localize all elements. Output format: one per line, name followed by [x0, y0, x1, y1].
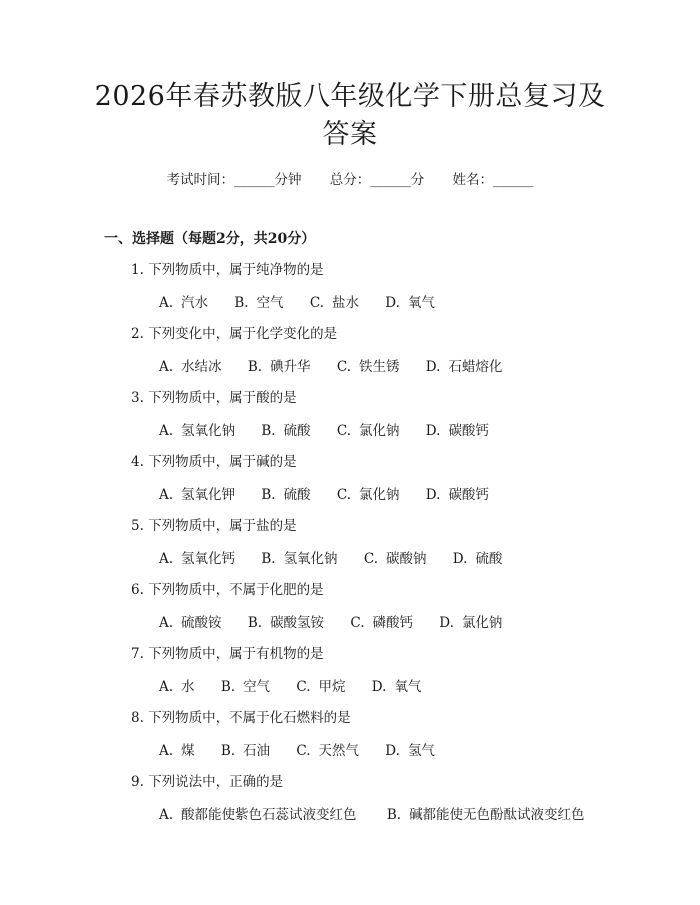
- option-text: 碳酸钙: [448, 423, 489, 439]
- option-letter: A.: [159, 359, 174, 375]
- option-letter: D.: [385, 743, 400, 759]
- option: [234, 291, 283, 311]
- question-item: [0, 770, 700, 834]
- question-stem: [131, 514, 297, 534]
- option-letter: A.: [159, 743, 174, 759]
- option-letter: A.: [159, 807, 174, 823]
- option-text: 空气: [243, 679, 271, 695]
- question-item: [0, 578, 700, 642]
- option: [159, 739, 195, 759]
- option-text: 氧气: [407, 295, 435, 311]
- option-letter: A.: [159, 551, 174, 567]
- option-text: 氢氧化钙: [181, 551, 236, 567]
- option: [159, 547, 235, 567]
- option: [364, 547, 427, 567]
- option-text: 氢氧化钠: [181, 423, 236, 439]
- option-letter: D.: [452, 551, 468, 567]
- option-text: 硫酸: [283, 487, 311, 503]
- option-text: 甲烷: [318, 679, 346, 695]
- option: [221, 739, 270, 759]
- option: [159, 803, 357, 823]
- question-list: [0, 258, 700, 834]
- question-item: [0, 322, 700, 386]
- option-text: 铁生锈: [359, 359, 400, 375]
- option: [337, 355, 400, 375]
- question-number: 7.: [131, 646, 144, 662]
- question-text: 下列说法中，正确的是: [148, 774, 284, 790]
- option-letter: B.: [261, 551, 276, 567]
- question-text: 下列变化中，属于化学变化的是: [148, 326, 338, 342]
- option-letter: A.: [159, 423, 174, 439]
- question-number: 2.: [131, 326, 144, 342]
- exam-info-line: [0, 168, 700, 188]
- option-letter: D.: [425, 487, 441, 503]
- option: [426, 419, 489, 439]
- question-item: [0, 450, 700, 514]
- option: [385, 739, 435, 759]
- total-score-field: 总分：______分: [329, 172, 425, 188]
- option: [350, 611, 413, 631]
- question-item: [0, 706, 700, 770]
- option: [261, 483, 310, 503]
- section-heading-choice: 一、选择题（每题2分，共20分）: [104, 231, 316, 247]
- option-letter: D.: [371, 679, 387, 695]
- option: [159, 355, 222, 375]
- option-text: 汽水: [181, 295, 209, 311]
- option: [248, 355, 311, 375]
- option-text: 氢气: [407, 743, 435, 759]
- option-letter: B.: [247, 359, 263, 375]
- option-letter: D.: [425, 359, 441, 375]
- question-options: [159, 675, 443, 695]
- option: [159, 675, 195, 695]
- question-stem: [131, 642, 324, 662]
- question-stem: [131, 450, 297, 470]
- question-text: 下列物质中，属于有机物的是: [148, 646, 324, 662]
- question-stem: [131, 322, 337, 342]
- option-letter: C.: [363, 551, 378, 567]
- option-text: 氯化钠: [461, 615, 503, 631]
- option-letter: B.: [234, 295, 249, 311]
- option-text: 酸都能使紫色石蕊试液变红色: [181, 807, 357, 823]
- option: [385, 291, 435, 311]
- question-text: 下列物质中，属于盐的是: [148, 518, 297, 534]
- question-item: [0, 514, 700, 578]
- question-text: 下列物质中，属于碱的是: [148, 454, 297, 470]
- option-text: 碱都能使无色酚酞试液变红色: [409, 807, 585, 823]
- question-text: 下列物质中，不属于化肥的是: [148, 582, 324, 598]
- option-text: 天然气: [318, 743, 359, 759]
- option-letter: A.: [159, 615, 174, 631]
- option-letter: D.: [439, 615, 454, 631]
- option-letter: B.: [220, 743, 236, 759]
- page-title: 2026年春苏教版八年级化学下册总复习及答案: [94, 81, 606, 150]
- option: [221, 675, 270, 695]
- option: [387, 803, 585, 823]
- option-text: 盐水: [332, 295, 359, 311]
- question-options: [159, 547, 524, 567]
- name-field: 姓名：______: [452, 172, 534, 188]
- option: [453, 547, 503, 567]
- question-options: [159, 611, 524, 631]
- question-options: [159, 483, 511, 503]
- option-letter: C.: [296, 743, 311, 759]
- question-number: 6.: [131, 582, 144, 598]
- question-text: 下列物质中，不属于化石燃料的是: [148, 710, 351, 726]
- question-options: [159, 739, 457, 759]
- option-text: 氯化钠: [359, 487, 400, 503]
- question-number: 1.: [131, 262, 144, 278]
- option: [248, 611, 324, 631]
- option-text: 磷酸钙: [372, 615, 413, 631]
- question-number: 4.: [131, 454, 144, 470]
- option: [159, 611, 222, 631]
- option-letter: C.: [296, 679, 311, 695]
- option-letter: A.: [159, 487, 174, 503]
- option-letter: B.: [261, 423, 276, 439]
- option: [159, 291, 208, 311]
- option: [159, 483, 235, 503]
- option-text: 煤: [181, 743, 195, 759]
- option-text: 水: [181, 679, 195, 695]
- question-stem: [131, 770, 283, 790]
- option: [296, 739, 359, 759]
- question-stem: [131, 386, 297, 406]
- option: [159, 419, 235, 439]
- option: [439, 611, 502, 631]
- option-text: 碳酸钠: [386, 551, 427, 567]
- option-letter: D.: [385, 295, 400, 311]
- option-text: 碳酸氢铵: [270, 615, 325, 631]
- question-item: [0, 642, 700, 706]
- option-text: 石蜡熔化: [448, 359, 503, 375]
- question-item: [0, 386, 700, 450]
- option-letter: B.: [247, 615, 263, 631]
- option: [337, 483, 400, 503]
- question-number: 8.: [131, 710, 144, 726]
- option-text: 碳酸钙: [448, 487, 489, 503]
- option-letter: C.: [336, 359, 351, 375]
- option: [261, 547, 337, 567]
- option-text: 氢氧化钠: [283, 551, 338, 567]
- option-letter: A.: [159, 295, 174, 311]
- question-number: 3.: [131, 390, 144, 406]
- option-text: 石油: [243, 743, 271, 759]
- exam-time-field: 考试时间：______分钟: [166, 172, 302, 188]
- question-options: [159, 803, 611, 823]
- option: [426, 483, 489, 503]
- option-text: 硫酸铵: [181, 615, 222, 631]
- option: [426, 355, 503, 375]
- option: [310, 291, 359, 311]
- option-letter: C.: [350, 615, 365, 631]
- option-text: 硫酸: [475, 551, 503, 567]
- option: [296, 675, 345, 695]
- question-options: [159, 355, 524, 375]
- question-stem: [131, 258, 324, 278]
- option-letter: B.: [261, 487, 276, 503]
- question-number: 9.: [131, 774, 144, 790]
- question-options: [159, 419, 511, 439]
- option: [372, 675, 422, 695]
- option-text: 水结冰: [181, 359, 222, 375]
- question-number: 5.: [131, 518, 144, 534]
- question-stem: [131, 706, 351, 726]
- option: [261, 419, 310, 439]
- question-text: 下列物质中，属于酸的是: [148, 390, 297, 406]
- option-letter: D.: [425, 423, 441, 439]
- option: [337, 419, 400, 439]
- option-text: 氧气: [394, 679, 422, 695]
- question-options: [159, 291, 457, 311]
- option-text: 氢氧化钾: [181, 487, 236, 503]
- option-text: 硫酸: [283, 423, 311, 439]
- option-text: 空气: [256, 295, 284, 311]
- option-letter: C.: [336, 423, 351, 439]
- question-stem: [131, 578, 324, 598]
- option-letter: B.: [220, 679, 236, 695]
- option-letter: A.: [159, 679, 174, 695]
- option-letter: C.: [309, 295, 324, 311]
- option-letter: C.: [336, 487, 351, 503]
- option-text: 氯化钠: [359, 423, 400, 439]
- question-text: 下列物质中，属于纯净物的是: [148, 262, 324, 278]
- option-text: 碘升华: [270, 359, 311, 375]
- question-item: [0, 258, 700, 322]
- option-letter: B.: [386, 807, 402, 823]
